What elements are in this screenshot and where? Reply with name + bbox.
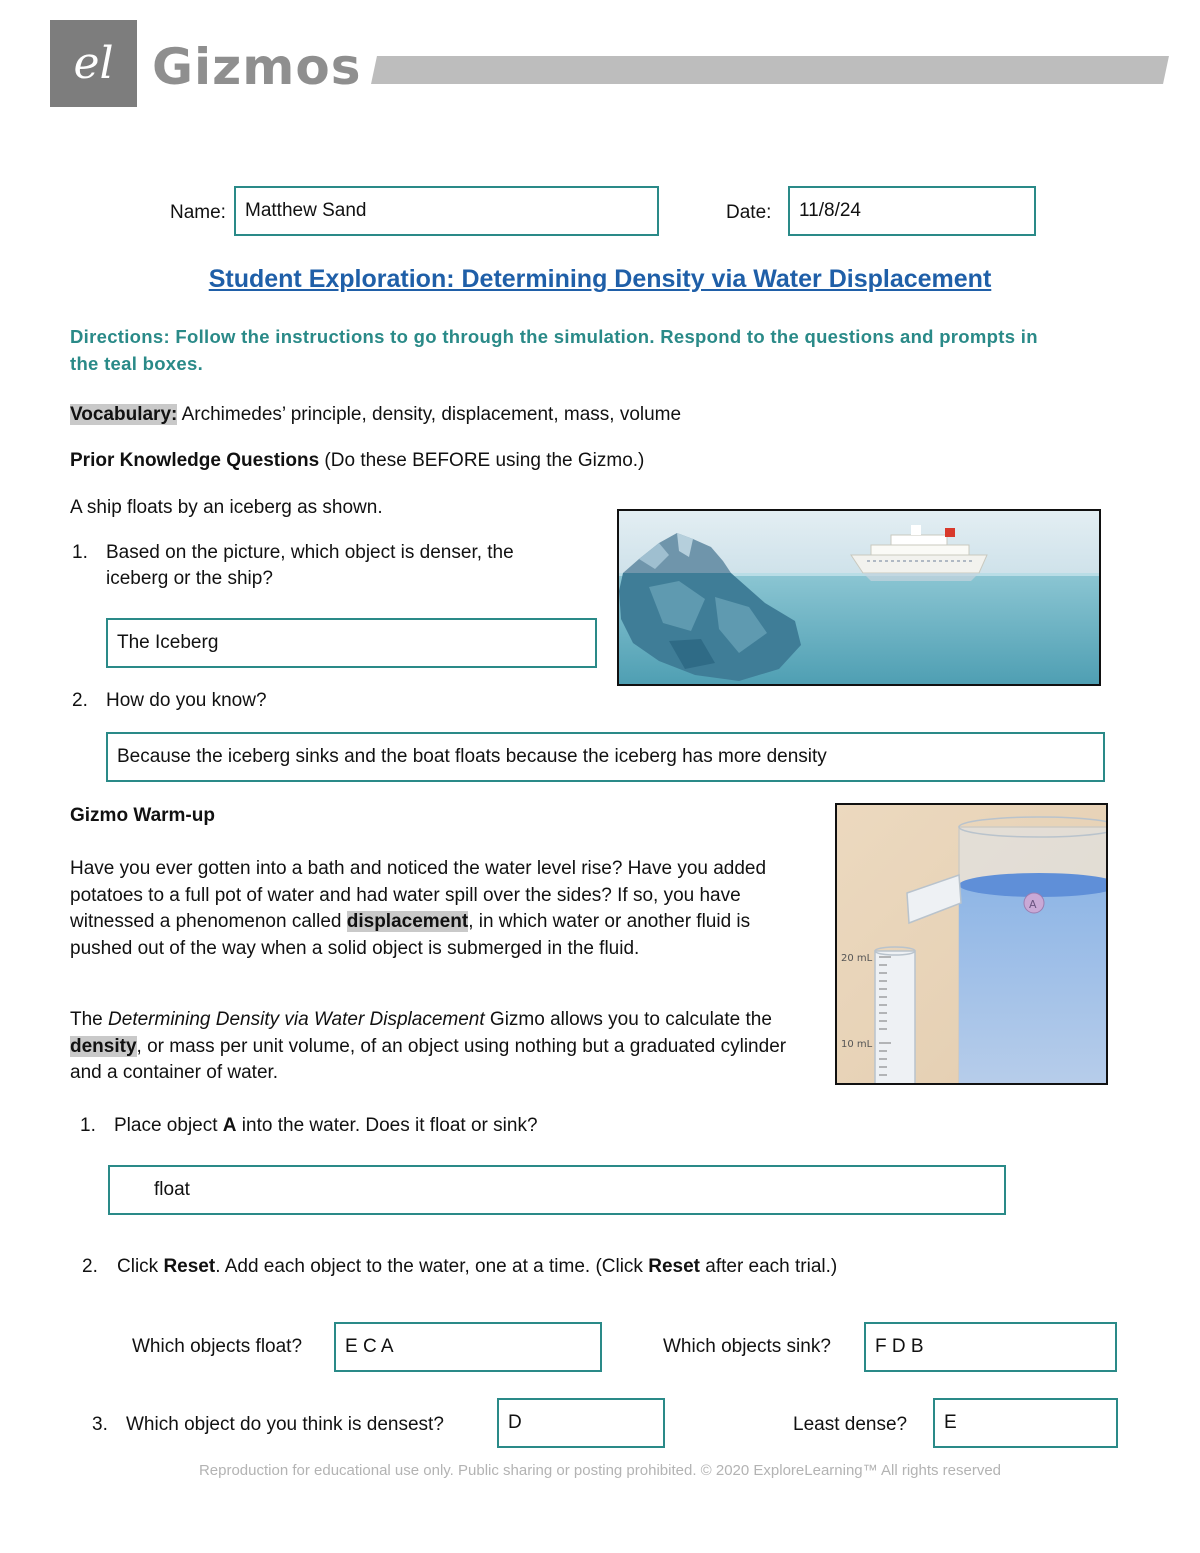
vocabulary-line (70, 402, 681, 428)
footer-copyright: Reproduction for educational use only. Public sharing or posting prohibited. © 2020 ExploreLearning™ All rights reserved (198, 1462, 1002, 1479)
warmup-q3-text: Which object do you think is densest? (126, 1414, 444, 1435)
warmup-q1-text-a: Place object (114, 1115, 223, 1136)
prior-answer-1[interactable]: The Iceberg (106, 618, 597, 668)
warmup-paragraph-1 (70, 856, 815, 962)
prior-answer-2[interactable]: Because the iceberg sinks and the boat floats because the iceberg has more density (106, 732, 1105, 782)
header-bar (371, 56, 1169, 84)
page-title: Student Exploration: Determining Density via Water Displacement (208, 265, 992, 293)
warmup-q2-text-a: Click (117, 1256, 164, 1277)
prior-q1-line2: iceberg or the ship? (106, 568, 273, 589)
simulation-illustration (837, 805, 1106, 1083)
warmup-q1-number: 1. (80, 1115, 96, 1136)
warmup-q1-text (114, 1113, 538, 1139)
term-displacement: displacement (346, 911, 469, 932)
vocabulary-label: Vocabulary: (70, 404, 178, 425)
warmup-answer-1[interactable]: float (108, 1165, 1006, 1215)
warmup-q2-number: 2. (82, 1256, 98, 1277)
prior-note: (Do these BEFORE using the Gizmo.) (319, 450, 645, 471)
warmup-p2-text-a: The (70, 1009, 109, 1030)
least-dense-label: Least dense? (793, 1414, 908, 1435)
reset-bold-1: Reset (163, 1256, 216, 1277)
object-a-bold: A (222, 1115, 237, 1136)
warmup-p2-text-c: , or mass per unit volume, of an object using nothing but a graduated cylinder and a container of water. (70, 1035, 787, 1083)
prior-q2-number: 2. (72, 690, 88, 711)
sink-label: Which objects sink? (663, 1336, 831, 1357)
vocabulary-text: Archimedes’ principle, density, displacement, mass, volume (177, 404, 682, 425)
directions-text: Directions: Follow the instructions to go through the simulation. Respond to the questions and prompts in the teal boxes. (70, 326, 1038, 374)
sink-answer-field[interactable]: F D B (864, 1322, 1117, 1372)
warmup-q2-text-b: . Add each object to the water, one at a time. (Click (215, 1256, 649, 1277)
object-a-label: A (1029, 898, 1037, 911)
date-field[interactable]: 11/8/24 (788, 186, 1036, 236)
warmup-q1-text-b: into the water. Does it float or sink? (236, 1115, 538, 1136)
warmup-p1-text-a: Have you ever gotten into a bath and noticed the water level rise? Have you added potatoes to a full pot of water and had water spill over the sides? If so, you have witnessed a phenomenon called (70, 858, 767, 932)
date-label: Date: (726, 202, 772, 223)
warmup-p1-text-b: , in which water or another fluid is pushed out of the way when a solid object is submerged in the fluid. (70, 911, 751, 959)
warmup-q3-number: 3. (92, 1414, 108, 1435)
prior-q2-text: How do you know? (106, 690, 267, 711)
cylinder-label-20ml: 20 mL (841, 953, 873, 964)
prior-intro: A ship floats by an iceberg as shown. (70, 497, 383, 518)
iceberg-ship-illustration (619, 511, 1099, 684)
term-density: density (70, 1035, 137, 1057)
warmup-q2-text (117, 1254, 837, 1280)
gizmos-logo-icon: еl (50, 20, 137, 107)
least-dense-answer-field[interactable]: E (933, 1398, 1118, 1448)
warmup-q2-text-c: after each trial.) (699, 1256, 838, 1277)
float-label: Which objects float? (132, 1336, 303, 1357)
iceberg-ship-image (617, 509, 1101, 686)
prior-heading-line (70, 448, 644, 474)
name-label: Name: (170, 202, 226, 223)
gizmo-title-italic: Determining Density via Water Displacement (108, 1009, 485, 1030)
warmup-paragraph-2 (70, 1007, 815, 1087)
name-field[interactable]: Matthew Sand (234, 186, 659, 236)
reset-bold-2: Reset (648, 1256, 700, 1277)
warmup-heading: Gizmo Warm-up (70, 805, 215, 826)
gizmos-logo-text: Gizmos (152, 38, 362, 96)
prior-q1-line1: Based on the picture, which object is denser, the (106, 542, 514, 563)
float-answer-field[interactable]: E C A (334, 1322, 602, 1372)
gizmo-simulation-image (835, 803, 1108, 1085)
densest-answer-field[interactable]: D (497, 1398, 665, 1448)
cylinder-label-10ml: 10 mL (841, 1039, 873, 1050)
warmup-p2-text-b: Gizmo allows you to calculate the (484, 1009, 772, 1030)
prior-heading: Prior Knowledge Questions (70, 450, 320, 471)
prior-q1-number: 1. (72, 542, 88, 563)
